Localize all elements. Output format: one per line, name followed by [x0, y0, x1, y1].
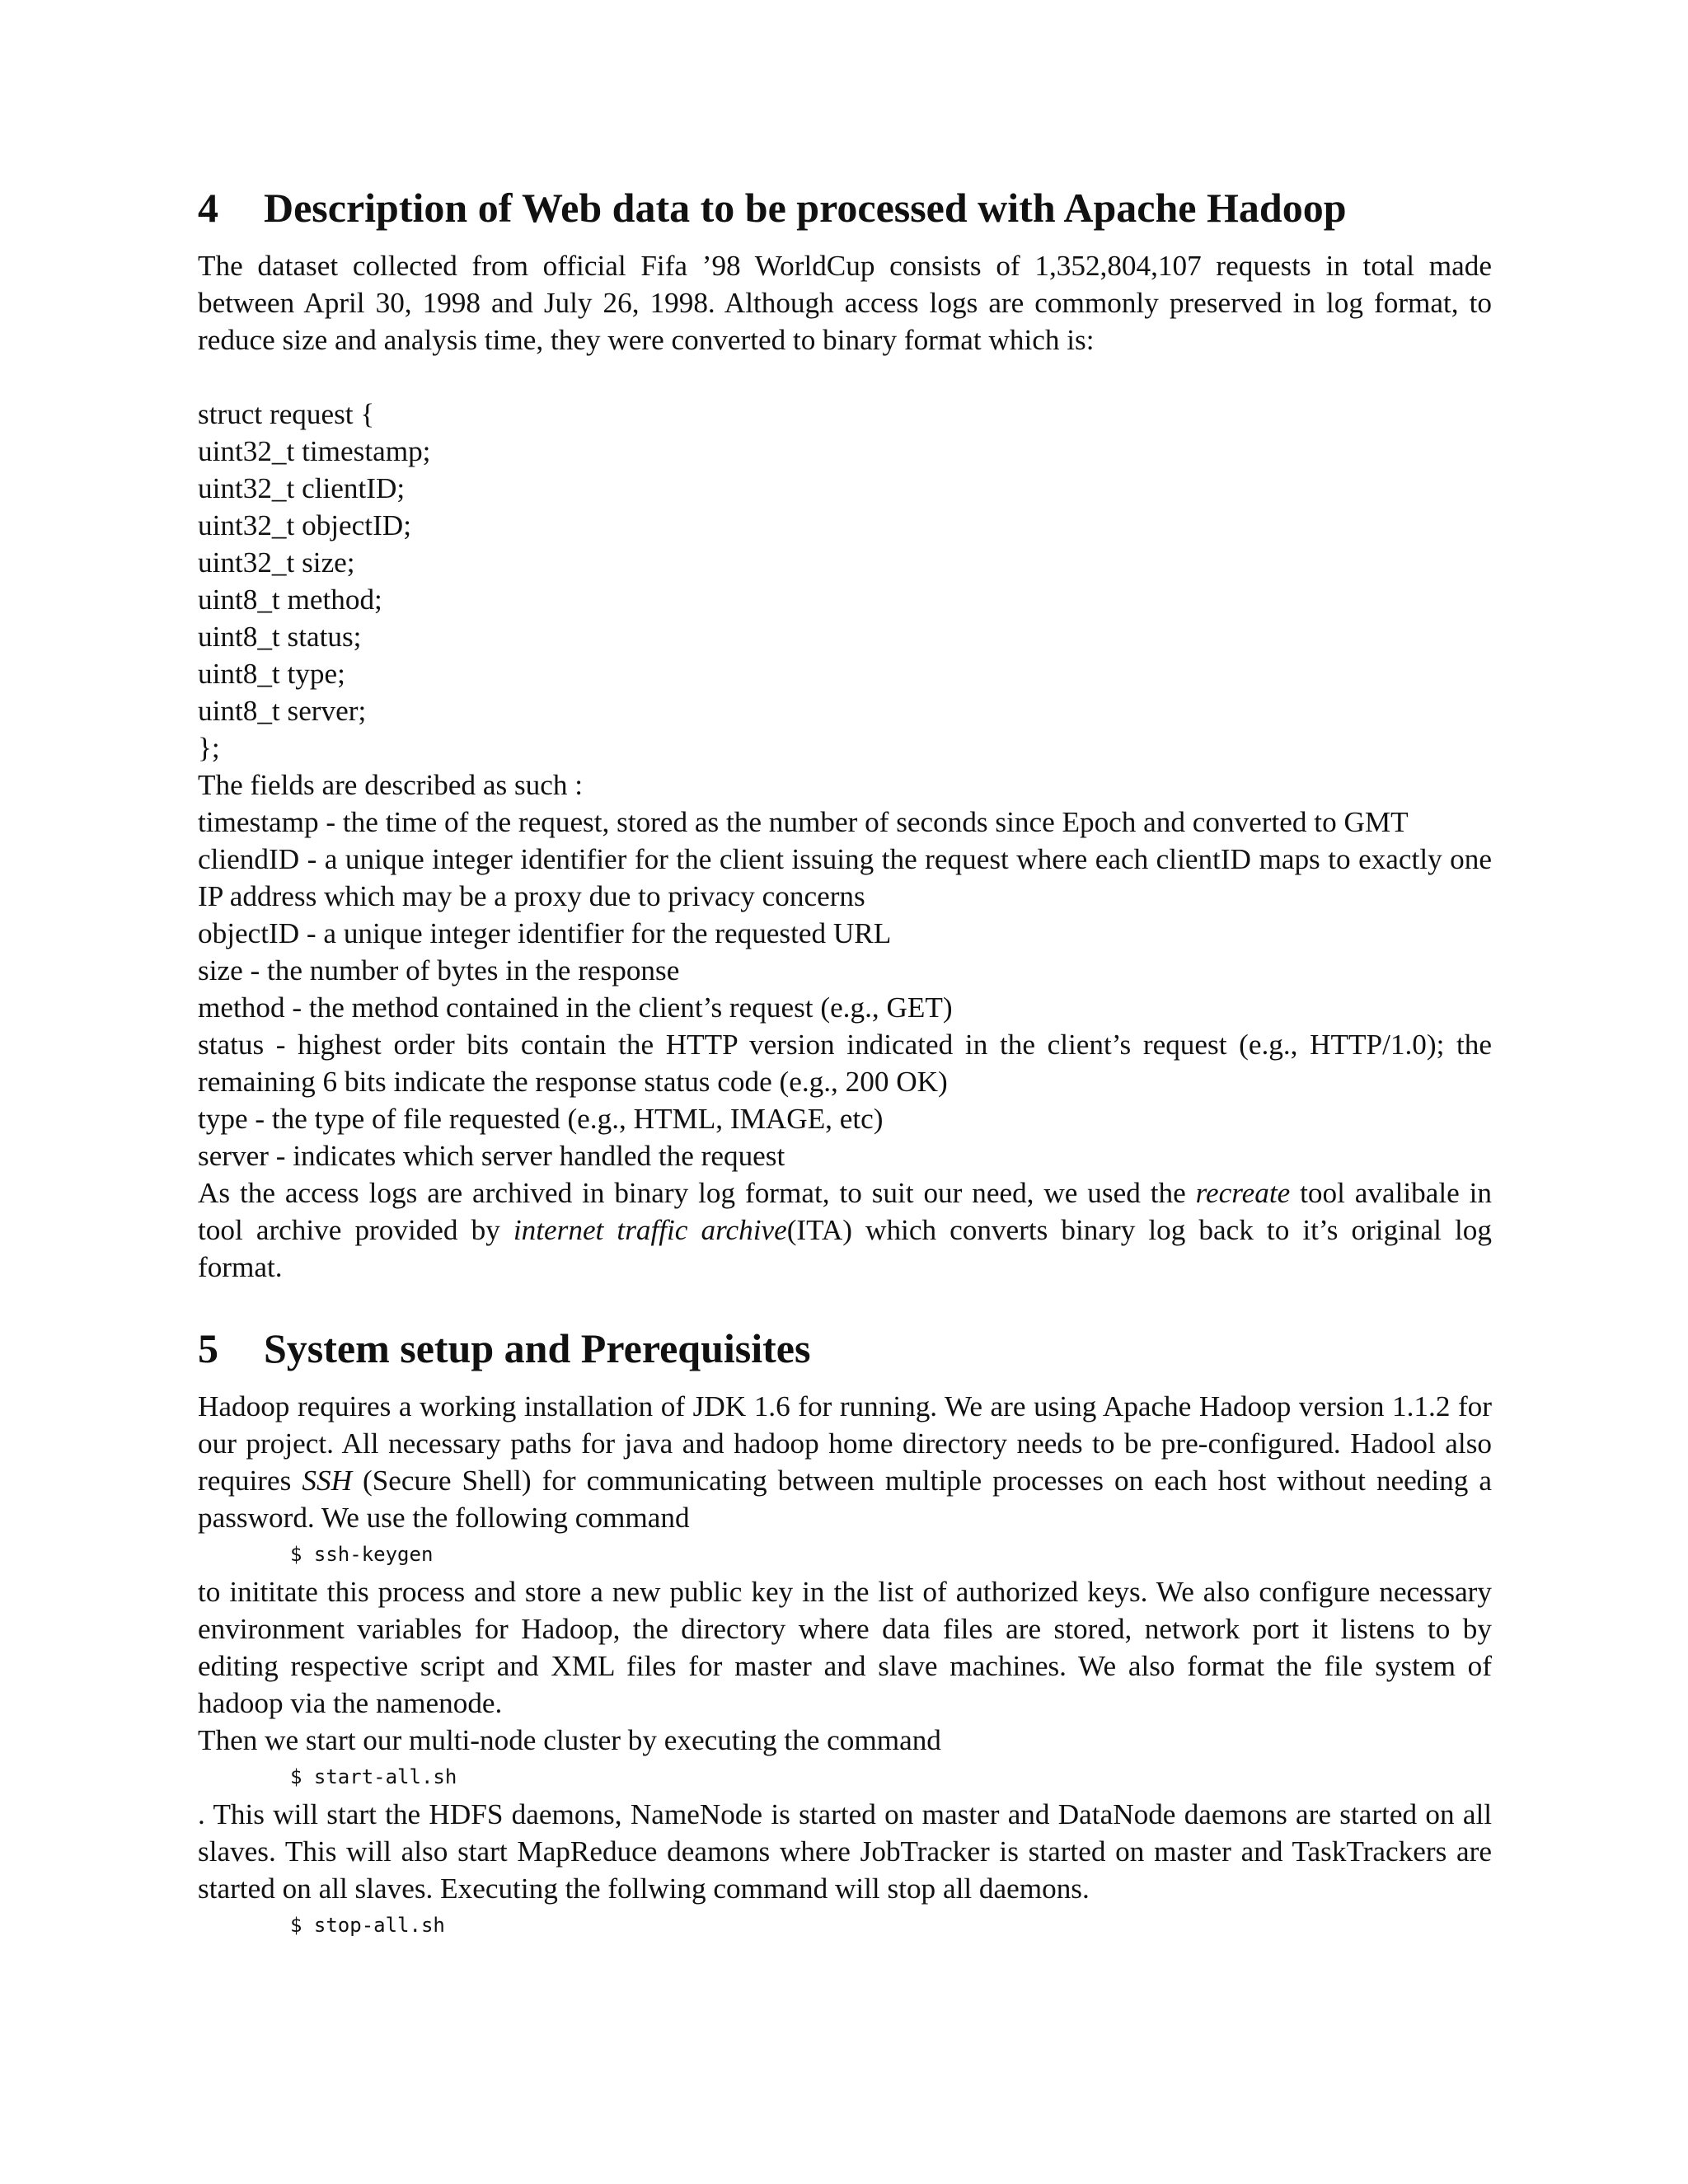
field-description: method - the method contained in the client’s request (e.g., GET) — [198, 991, 953, 1024]
struct-line: uint32_t objectID; — [198, 509, 411, 541]
section-5-para3: Then we start our multi-node cluster by executing the command — [198, 1724, 941, 1756]
document-page — [198, 183, 1492, 1944]
ita-name: internet traffic archive — [513, 1214, 787, 1246]
closing-text: As the access logs are archived in binary log format, to suit our need, we used the — [198, 1177, 1196, 1209]
struct-line: uint32_t timestamp; — [198, 435, 431, 467]
field-description: server - indicates which server handled the request — [198, 1140, 785, 1172]
section-gap — [198, 1286, 1492, 1324]
para-text: (Secure Shell) for communicating between multiple processes on each host without needing a password. We use the following command — [198, 1465, 1492, 1534]
section-4-heading — [198, 183, 1492, 232]
spacer — [198, 359, 1492, 396]
fields-intro: The fields are described as such : — [198, 769, 584, 801]
section-5-heading — [198, 1324, 1492, 1373]
section-4-intro: The dataset collected from official Fifa ’98 WorldCup consists of 1,352,804,107 requests in total made between April 30, 1998 and July 26, 1998. Although access logs are commonly preserved in log format, to reduce size and analysis time, they were converted to binary format which is: — [198, 250, 1492, 356]
section-5-number: 5 — [198, 1325, 218, 1371]
section-5-para4: . This will start the HDFS daemons, NameNode is started on master and DataNode daemons are started on all slaves. This will also start MapReduce deamons where JobTracker is started on master and TaskTrackers are started on all slaves. Executing the follwing command will stop all daemons. — [198, 1798, 1492, 1905]
struct-line: uint32_t size; — [198, 546, 355, 579]
field-description: status - highest order bits contain the HTTP version indicated in the client’s request (e.g., HTTP/1.0); the remaining 6 bits indicate the response status code (e.g., 200 OK) — [198, 1029, 1492, 1098]
struct-line: }; — [198, 732, 220, 764]
field-description: timestamp - the time of the request, stored as the number of seconds since Epoch and converted to GMT — [198, 806, 1409, 838]
command-ssh-keygen: $ ssh-keygen — [290, 1543, 434, 1566]
field-descriptions — [198, 804, 1492, 1174]
section-4-title: Description of Web data to be processed with Apache Hadoop — [264, 185, 1347, 231]
section-4-number: 4 — [198, 185, 218, 231]
para-text: Hadoop requires a working installation of JDK 1.6 for running. We are using Apache Hadoop version 1.1.2 for our project. All necessary paths for java and hadoop home directory needs to be pre-configured. Hadool also requires — [198, 1390, 1492, 1497]
closing-text: tool avalibale in tool archive provided by — [198, 1177, 1493, 1246]
struct-line: uint8_t status; — [198, 621, 362, 653]
command-start-all: $ start-all.sh — [290, 1765, 457, 1788]
struct-line: uint32_t clientID; — [198, 472, 406, 504]
struct-definition — [198, 396, 1492, 766]
field-description: type - the type of file requested (e.g., HTML, IMAGE, etc) — [198, 1103, 884, 1135]
struct-line: uint8_t server; — [198, 695, 367, 727]
section-5-para2: to inititate this process and store a new public key in the list of authorized keys. We also configure necessary environment variables for Hadoop, the directory where data files are stored, network port it listens to by editing respective script and XML files for master and slave machines. We also format the file system of hadoop via the namenode. — [198, 1576, 1492, 1719]
struct-line: struct request { — [198, 398, 375, 430]
field-description: cliendID - a unique integer identifier for the client issuing the request where each clientID maps to exactly one IP address which may be a proxy due to privacy concerns — [198, 843, 1492, 912]
recreate-tool-name: recreate — [1195, 1177, 1291, 1209]
closing-text: (ITA) which converts binary log back to it’s original log format. — [198, 1214, 1492, 1283]
section-5-title: System setup and Prerequisites — [264, 1325, 811, 1371]
field-description: objectID - a unique integer identifier for the requested URL — [198, 917, 892, 949]
struct-line: uint8_t method; — [198, 583, 382, 616]
ssh-term: SSH — [302, 1465, 352, 1497]
field-description: size - the number of bytes in the response — [198, 954, 680, 987]
section-5-para1 — [198, 1388, 1492, 1536]
section-4-closing — [198, 1174, 1492, 1286]
struct-line: uint8_t type; — [198, 658, 345, 690]
command-stop-all: $ stop-all.sh — [290, 1914, 445, 1937]
